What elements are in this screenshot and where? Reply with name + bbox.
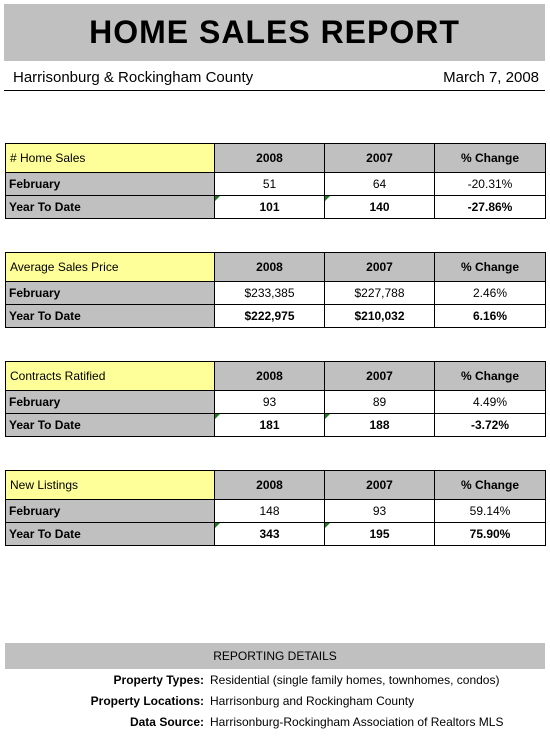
col-2008: 2008 xyxy=(215,471,325,500)
table-header-row xyxy=(6,471,546,500)
table-row xyxy=(6,282,546,305)
value-change: -27.86% xyxy=(435,196,546,219)
detail-label: Property Locations: xyxy=(90,694,204,708)
table-header-row xyxy=(6,253,546,282)
report-title: HOME SALES REPORT xyxy=(89,14,460,50)
average-price-table xyxy=(5,252,546,328)
row-label: February xyxy=(6,500,215,523)
value-2008: 343 xyxy=(215,523,325,546)
section-title: Average Sales Price xyxy=(6,253,215,282)
table-header-row xyxy=(6,362,546,391)
report-location: Harrisonburg & Rockingham County xyxy=(13,68,254,86)
table-row xyxy=(6,414,546,437)
col-2008: 2008 xyxy=(215,144,325,173)
detail-row-data-source xyxy=(5,712,545,732)
row-label: Year To Date xyxy=(6,523,215,546)
table-row xyxy=(6,391,546,414)
value-change: 4.49% xyxy=(435,391,546,414)
col-2007: 2007 xyxy=(325,253,435,282)
value-2008: 93 xyxy=(215,391,325,414)
col-change: % Change xyxy=(435,253,546,282)
col-change: % Change xyxy=(435,362,546,391)
col-2007: 2007 xyxy=(325,144,435,173)
detail-label: Data Source: xyxy=(129,715,204,729)
value-change: 75.90% xyxy=(435,523,546,546)
value-change: -3.72% xyxy=(435,414,546,437)
col-change: % Change xyxy=(435,471,546,500)
value-2008: $233,385 xyxy=(215,282,325,305)
value-change: -20.31% xyxy=(435,173,546,196)
subtitle-bar xyxy=(4,64,545,91)
detail-row-property-types xyxy=(5,670,545,690)
table-row xyxy=(6,196,546,219)
section-title: New Listings xyxy=(6,471,215,500)
value-change: 2.46% xyxy=(435,282,546,305)
value-2007: 195 xyxy=(325,523,435,546)
value-2007: 89 xyxy=(325,391,435,414)
contracts-ratified-table xyxy=(5,361,546,437)
green-corner-triangle-icon xyxy=(215,414,220,419)
detail-value: Harrisonburg and Rockingham County xyxy=(210,694,415,708)
detail-value: Harrisonburg-Rockingham Association of Realtors MLS xyxy=(210,715,504,729)
value-2008: 148 xyxy=(215,500,325,523)
col-2008: 2008 xyxy=(215,253,325,282)
row-label: February xyxy=(6,282,215,305)
row-label: Year To Date xyxy=(6,196,215,219)
value-2008: 101 xyxy=(215,196,325,219)
value-2008: 181 xyxy=(215,414,325,437)
table-row xyxy=(6,173,546,196)
value-2007: 93 xyxy=(325,500,435,523)
value-2007: 188 xyxy=(325,414,435,437)
value-2007: $210,032 xyxy=(325,305,435,328)
col-change: % Change xyxy=(435,144,546,173)
report-date: March 7, 2008 xyxy=(443,68,539,86)
col-2008: 2008 xyxy=(215,362,325,391)
detail-row-property-locations xyxy=(5,691,545,711)
table-row xyxy=(6,523,546,546)
green-corner-triangle-icon xyxy=(325,523,330,528)
detail-value: Residential (single family homes, townhomes, condos) xyxy=(210,673,500,687)
new-listings-table xyxy=(5,470,546,546)
value-change: 59.14% xyxy=(435,500,546,523)
value-change: 6.16% xyxy=(435,305,546,328)
section-title: Contracts Ratified xyxy=(6,362,215,391)
table-row xyxy=(6,305,546,328)
col-2007: 2007 xyxy=(325,471,435,500)
title-bar xyxy=(4,4,545,61)
value-2008: $222,975 xyxy=(215,305,325,328)
col-2007: 2007 xyxy=(325,362,435,391)
green-corner-triangle-icon xyxy=(215,523,220,528)
detail-label: Property Types: xyxy=(113,673,204,687)
table-row xyxy=(6,500,546,523)
table-header-row xyxy=(6,144,546,173)
green-corner-triangle-icon xyxy=(325,414,330,419)
home-sales-table xyxy=(5,143,546,219)
section-title: # Home Sales xyxy=(6,144,215,173)
row-label: February xyxy=(6,391,215,414)
value-2008: 51 xyxy=(215,173,325,196)
value-2007: 140 xyxy=(325,196,435,219)
row-label: Year To Date xyxy=(6,414,215,437)
row-label: February xyxy=(6,173,215,196)
reporting-details-heading: REPORTING DETAILS xyxy=(5,643,545,669)
green-corner-triangle-icon xyxy=(215,196,220,201)
value-2007: 64 xyxy=(325,173,435,196)
value-2007: $227,788 xyxy=(325,282,435,305)
green-corner-triangle-icon xyxy=(325,196,330,201)
row-label: Year To Date xyxy=(6,305,215,328)
